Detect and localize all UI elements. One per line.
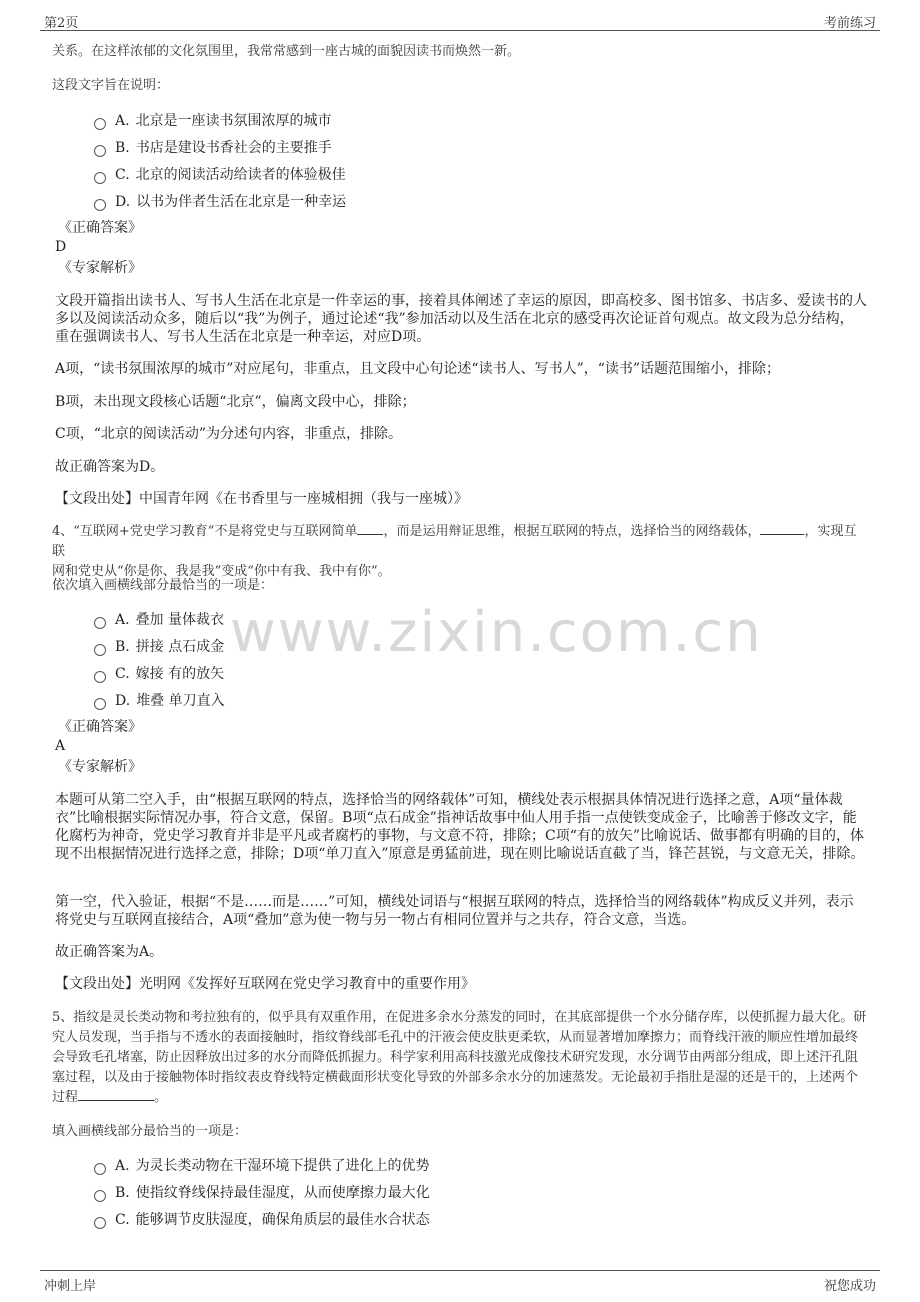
q4-stem: 4、“互联网+党史学习教育”不是将党史与互联网简单 ，而是运用辩证思维，根据互联网的特点，选择恰当的网络载体， ，实现互联 网和党史从“你是你、我是我”变成“你中有我、我中有你”。 (52, 524, 857, 579)
q4-option-a[interactable]: A. 叠加 量体裁衣 (94, 609, 224, 631)
q4-answer-label: 《正确答案》 (58, 719, 142, 735)
footer-right: 祝您成功 (823, 1279, 876, 1294)
q3-source: 【文段出处】中国青年网《在书香里与一座城相拥（我与一座城）》 (55, 491, 468, 507)
q3-option-b[interactable]: B. 书店是建设书香社会的主要推手 (94, 137, 332, 159)
radio-icon[interactable] (94, 1217, 106, 1229)
footer-left: 冲刺上岸 (44, 1279, 97, 1294)
q3-prompt: 这段文字旨在说明： (52, 78, 170, 93)
q4-option-b[interactable]: B. 拼接 点石成金 (94, 636, 224, 658)
blank-line (760, 522, 804, 535)
page-number: 第2页 (44, 16, 79, 31)
q5-prompt: 填入画横线部分最恰当的一项是： (52, 1124, 248, 1139)
q4-prompt: 依次填入画横线部分最恰当的一项是： (52, 578, 274, 593)
page-header (40, 10, 880, 31)
q3-analysis-3: B项，未出现文段核心话题“北京”，偏离文段中心，排除； (55, 394, 416, 410)
q4-answer: A (55, 738, 66, 754)
radio-icon[interactable] (94, 644, 106, 656)
radio-icon[interactable] (94, 172, 106, 184)
q3-passage-tail: 关系。在这样浓郁的文化氛围里，我常常感到一座古城的面貌因读书而焕然一新。 (52, 44, 521, 59)
radio-icon[interactable] (94, 617, 106, 629)
q4-option-d[interactable]: D. 堆叠 单刀直入 (94, 690, 225, 712)
q5-stem: 5、指纹是灵长类动物和考拉独有的，似乎具有双重作用，在促进多余水分蒸发的同时，在其底部提供一个水分储存库，以使抓握力最大化。研究人员发现，当手指与不透水的表面接触时，指纹脊线部毛孔中的汗液会使皮肤更柔软，从而显著增加摩擦力；而脊线汗液的顺应性增加最终会导致毛孔堵塞，防止因释放出过多的水分而降低抓握力。科学家利用高科技激光成像技术研究发现，水分调节由两部分组成，即上述汗孔阻塞过程，以及由于接触物体时指纹表皮脊线特定横截面形状变化导致的外部多余水分的加速蒸发。无论最初手指肚是湿的还是干的，上述两个过程 。 (52, 1010, 867, 1105)
q3-analysis-4: C项，“北京的阅读活动”为分述句内容，非重点，排除。 (55, 426, 403, 442)
radio-icon[interactable] (94, 1163, 106, 1175)
q5-option-c[interactable]: C. 能够调节皮肤湿度，确保角质层的最佳水合状态 (94, 1209, 430, 1231)
q3-analysis-1: 文段开篇指出读书人、写书人生活在北京是一件幸运的事，接着具体阐述了幸运的原因，即高校多、图书馆多、书店多、爱读书的人多以及阅读活动众多，随后以“我”为例子，通过论述“我”参加活动以及生活在北京的感受再次论证首句观点。故文段为总分结构，重在强调读书人、写书人生活在北京是一种幸运，对应D项。 (55, 293, 867, 345)
q4-analysis-2: 第一空，代入验证，根据“不是……而是……”可知，横线处词语与“根据互联网的特点，选择恰当的网络载体”构成反义并列，表示将党史与互联网直接结合，A项“叠加”意为使一物与另一物占有相同位置并与之共存，符合文意，当选。 (55, 894, 854, 928)
q4-analysis-1: 本题可从第二空入手，由“根据互联网的特点，选择恰当的网络载体”可知，横线处表示根据具体情况进行选择之意，A项“量体裁衣”比喻根据实际情况办事，符合文意，保留。B项“点石成金”指神话故事中仙人用手指一点使铁变成金子，比喻善于修改文字，能化腐朽为神奇，党史学习教育并非是平凡或者腐朽的事物，与文意不符，排除；C项“有的放矢”比喻说话、做事都有明确的目的，体现不出根据情况进行选择之意，排除；D项“单刀直入”原意是勇猛前进，现在则比喻说话直截了当，锋芒甚锐，与文意无关，排除。 (55, 792, 865, 862)
q4-source: 【文段出处】光明网《发挥好互联网在党史学习教育中的重要作用》 (55, 976, 475, 992)
q3-analysis-label: 《专家解析》 (58, 260, 142, 276)
q3-answer: D (55, 239, 67, 255)
q3-option-d[interactable]: D. 以书为伴者生活在北京是一种幸运 (94, 191, 346, 213)
radio-icon[interactable] (94, 118, 106, 130)
q3-analysis-5: 故正确答案为D。 (55, 459, 165, 475)
watermark: www.zixin.com.cn (230, 600, 763, 665)
q4-option-c[interactable]: C. 嫁接 有的放矢 (94, 663, 224, 685)
radio-icon[interactable] (94, 145, 106, 157)
q3-option-c[interactable]: C. 北京的阅读活动给读者的体验极佳 (94, 164, 346, 186)
blank-line (357, 522, 383, 535)
radio-icon[interactable] (94, 199, 106, 211)
header-title: 考前练习 (823, 16, 876, 31)
blank-line (78, 1088, 154, 1101)
q5-option-b[interactable]: B. 使指纹脊线保持最佳湿度，从而使摩擦力最大化 (94, 1182, 430, 1204)
q4-analysis-label: 《专家解析》 (58, 759, 142, 775)
q3-analysis-2: A项，“读书氛围浓厚的城市”对应尾句，非重点，且文段中心句论述“读书人、写书人”，“读书”话题范围缩小，排除； (55, 361, 781, 377)
q5-option-a[interactable]: A. 为灵长类动物在干湿环境下提供了进化上的优势 (94, 1155, 430, 1177)
radio-icon[interactable] (94, 1190, 106, 1202)
page-footer (40, 1270, 880, 1297)
q3-answer-label: 《正确答案》 (58, 220, 142, 236)
q4-analysis-3: 故正确答案为A。 (55, 944, 164, 960)
radio-icon[interactable] (94, 698, 106, 710)
q3-option-a[interactable]: A. 北京是一座读书氛围浓厚的城市 (94, 110, 332, 132)
radio-icon[interactable] (94, 671, 106, 683)
